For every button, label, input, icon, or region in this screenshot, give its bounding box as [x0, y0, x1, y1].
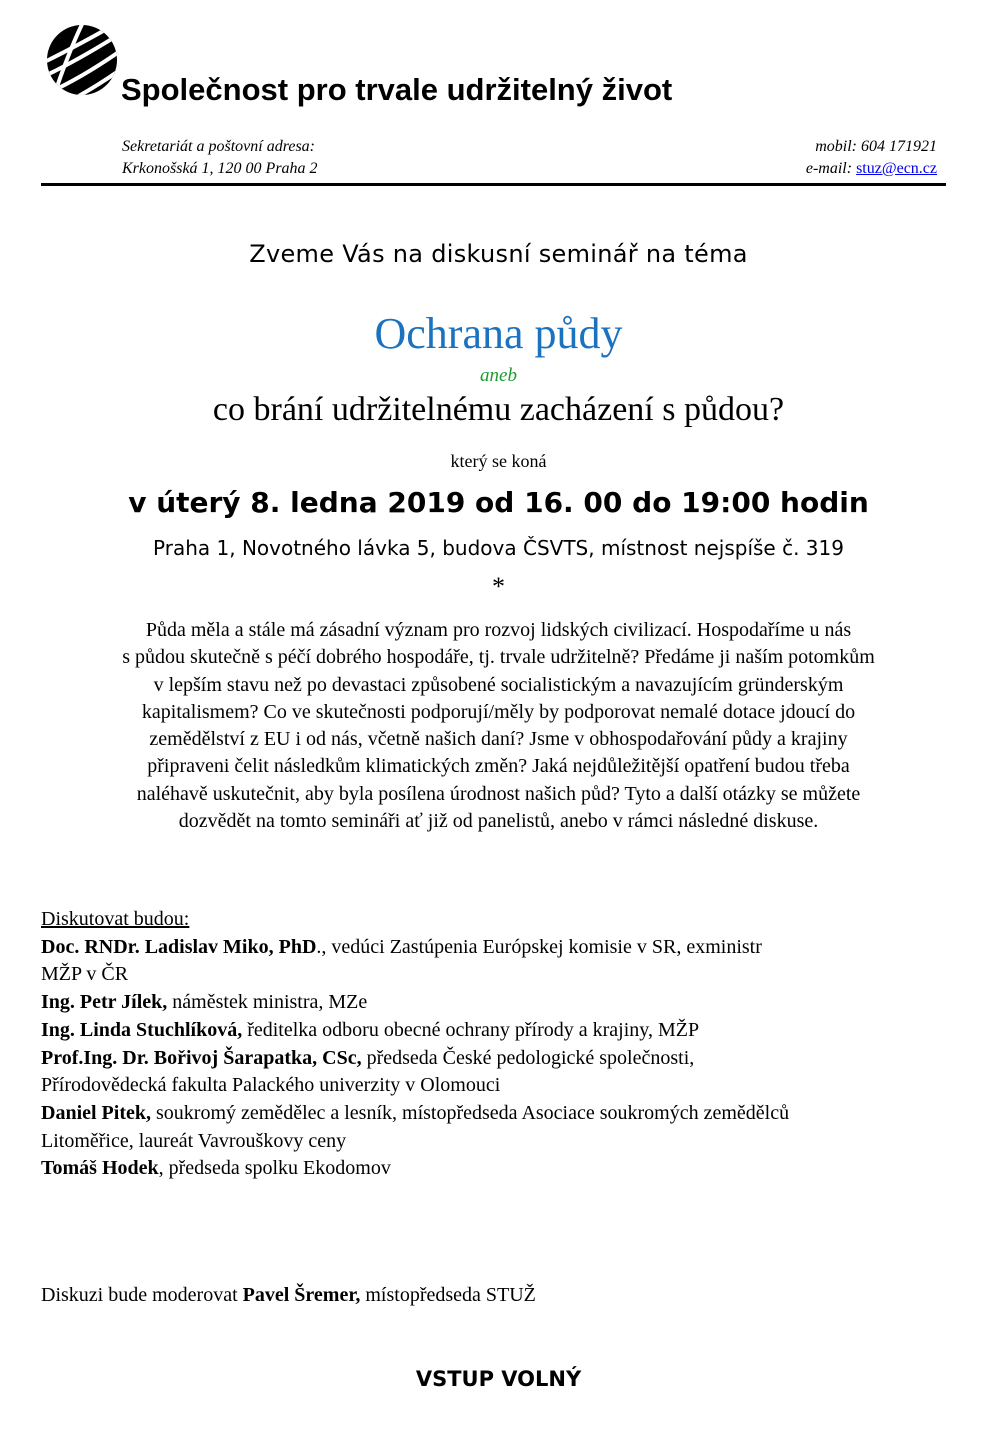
organization-name: Společnost pro trvale udržitelný život	[121, 72, 673, 107]
panelist-role-continued: Přírodovědecká fakulta Palackého univerzity v Olomouci	[41, 1074, 501, 1097]
event-place: Praha 1, Novotného lávka 5, budova ČSVTS, místnost nejspíše č. 319	[153, 536, 844, 560]
panelist-name: Ing. Petr Jílek,	[41, 991, 168, 1014]
mobile-text: mobil: 604 171921	[815, 138, 937, 155]
description-line: naléhavě uskutečnit, aby byla posílena úrodnost našich půd? Tyto a další otázky se můžete	[136, 782, 861, 805]
email-link[interactable]: stuz@ecn.cz	[856, 160, 937, 177]
panelist-entry	[41, 934, 961, 962]
description-line: s půdou skutečně s péčí dobrého hospodáře, tj. trvale udržitelně? Předáme ji naším potomkům	[122, 646, 875, 669]
address-block	[122, 136, 318, 180]
event-title: Ochrana půdy	[374, 309, 623, 358]
moderator-name: Pavel Šremer,	[242, 1284, 361, 1306]
panelist-entry	[41, 1155, 961, 1183]
panelist-role: ., vedúci Zastúpenia Európskej komisie v SR, exministr	[316, 935, 762, 958]
invite-text: Zveme Vás na diskusní seminář na téma	[249, 240, 748, 268]
moderator-line	[41, 1284, 536, 1307]
event-subtitle: co brání udržitelnému zacházení s půdou?	[212, 391, 785, 428]
panelist-name: Doc. RNDr. Ladislav Miko, PhD	[41, 935, 317, 958]
panelist-entry	[41, 1045, 961, 1073]
panelist-entry	[41, 1100, 961, 1128]
panelist-role: , předseda spolku Ekodomov	[158, 1157, 391, 1180]
description-line: dozvědět na tomto semináři ať již od panelistů, anebo v rámci následné diskuse.	[178, 810, 819, 833]
globe-stripes-logo-icon	[46, 22, 118, 98]
panelist-role-continued: Litoměřice, laureát Vavrouškovy ceny	[41, 1129, 347, 1152]
address-value: Krkonošská 1, 120 00 Praha 2	[122, 160, 318, 177]
description-line: Půda měla a stále má zásadní význam pro rozvoj lidských civilizací. Hospodaříme u nás	[145, 619, 852, 641]
panelist-role: náměstek ministra, MZe	[167, 991, 368, 1014]
panelist-entry	[41, 989, 961, 1017]
kona-text: který se koná	[450, 451, 547, 471]
panelist-name: Tomáš Hodek	[41, 1157, 159, 1180]
panelist-role: soukromý zemědělec a lesník, místopředseda Asociace soukromých zemědělců	[151, 1101, 790, 1124]
email-label: e-mail:	[805, 160, 857, 177]
event-datetime: v úterý 8. ledna 2019 od 16. 00 do 19:00 hodin	[128, 486, 869, 519]
description-line: připraveni čelit následkům klimatických změn? Jaká nejdůležitější opatření budou třeba	[147, 755, 850, 778]
aneb-text: aneb	[480, 365, 517, 386]
free-entry-note: VSTUP VOLNÝ	[415, 1367, 582, 1391]
panelist-role-continued: MŽP v ČR	[41, 963, 129, 986]
moderator-prefix: Diskuzi bude moderovat	[41, 1284, 243, 1306]
panelist-name: Ing. Linda Stuchlíková,	[41, 1018, 243, 1041]
panel-heading: Diskutovat budou:	[41, 908, 190, 930]
description-line: zemědělství z EU i od nás, včetně našich daní? Jsme v obhospodařování půdy a krajiny	[149, 728, 848, 751]
header-divider	[41, 183, 946, 186]
panelist-role: předseda České pedologické společnosti,	[361, 1046, 695, 1069]
description-paragraph	[36, 617, 961, 835]
contact-block	[806, 136, 937, 180]
email-line	[806, 158, 937, 180]
panelist-list	[41, 906, 961, 1183]
panelist-name: Prof.Ing. Dr. Bořivoj Šarapatka, CSc,	[41, 1046, 362, 1069]
address-label: Sekretariát a poštovní adresa:	[122, 138, 316, 155]
moderator-role: místopředseda STUŽ	[360, 1284, 536, 1306]
panelist-role: ředitelka odboru obecné ochrany přírody a krajiny, MŽP	[242, 1018, 700, 1041]
description-line: v lepším stavu než po devastaci způsobené socialistickým a navazujícím gründerským	[153, 673, 844, 696]
separator-star: *	[492, 572, 505, 601]
description-line: kapitalismem? Co ve skutečnosti podporují/měly by podporovat nemalé dotace jdoucí do	[141, 700, 856, 723]
panelist-entry	[41, 1017, 961, 1045]
panelist-name: Daniel Pitek,	[41, 1101, 151, 1124]
